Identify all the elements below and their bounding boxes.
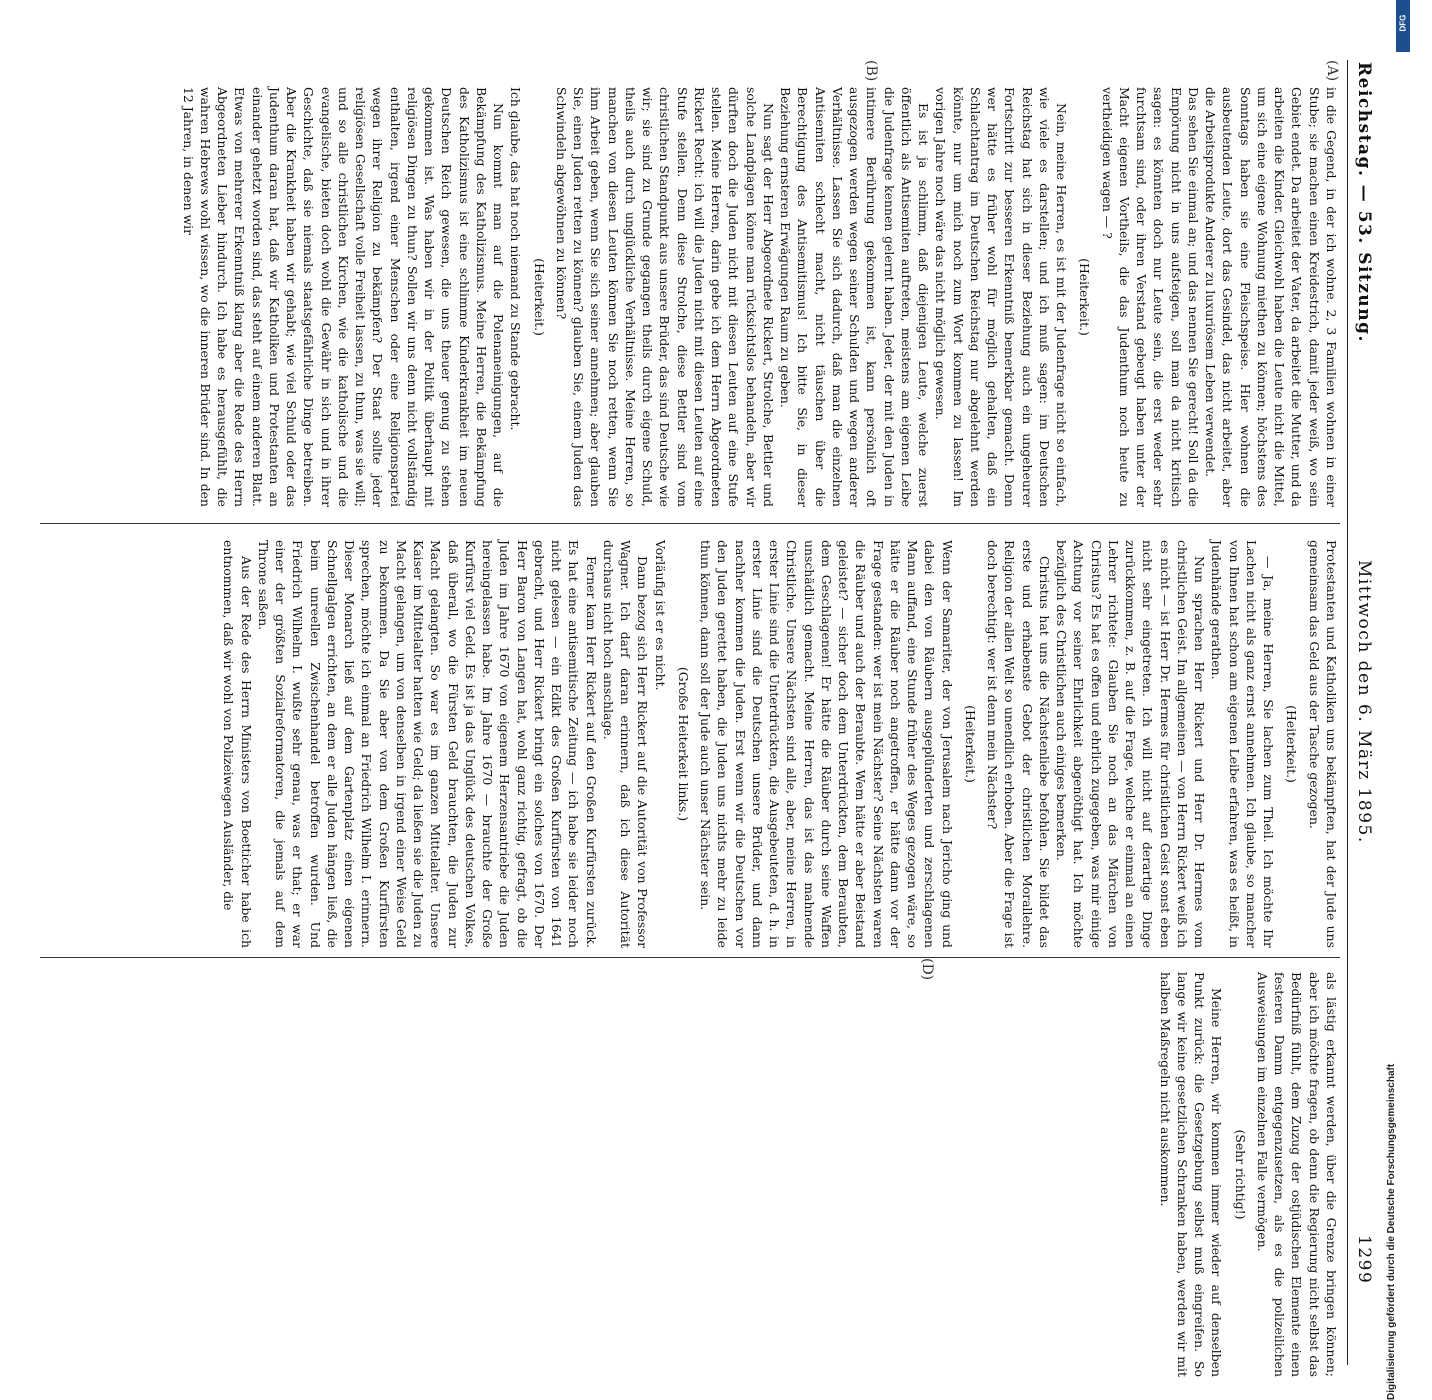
paragraph: in die Gegend, in der ich wohne. 2, 3 Familien wohnen in einer Stube; sie machen einen Kreidestrich, damit jeder weiß, wo sein Gebiet endet. Da arbeitet der Vater, da arbeitet die Mutter, und da arbeiten die Kinder. Gleichwohl haben die Leute nicht die Mittel, um sich eine eigene Wohnung miethen zu können; höchstens des Sonntags haben sie eine Fleischspeise. Hier wohnen die ausbeutenden Leute, dort das Gesindel, das nicht arbeitet, aber die Arbeitsprodukte Anderer zu luxuriösem Leben verwendet. [1203,87,1339,507]
paragraph: Protestanten und Katholiken uns bekämpften, hat der Jude uns gemeinsam das Geld aus der Tasche gezogen. [1306,540,1339,948]
paragraph: Nein, meine Herren, es ist mit der Judenfrage nicht so einfach, wie viele es darstellen; und ich muß sagen: im Deutschen Reichstag hat sich in dieser Beziehung auch ein ungeheurer Fortschritt zur besseren Erkenntniß bemerkbar gemacht. Denn wer hätte es früher wohl für möglich gehalten, daß ein Schlachtantrag im Deutschen Reichstag nur abgelehnt werden könnte, nur um mich noch zum Wort kommen zu lassen! Im vorigen Jahre noch wäre das nicht möglich gewesen. [933,87,1070,507]
paragraph: Vorläufig ist er es nicht. [652,540,668,691]
running-header-left: Reichstag. — 53. Sitzung. [1354,62,1374,343]
header-rule [1347,60,1348,1365]
paragraph: Nun sagt der Herr Abgeordnete Rickert, Strolche, Bettler und solche Landplagen könne man rücksichtslos behandeln, aber wir dürften doch die Juden nicht mit diesen Leuten auf eine Stufe stellen. Meine Herren, darin gebe ich dem Herrn Abgeordneten Rickert Recht: ich will die Juden nicht mit diesen Leuten auf eine Stufe stellen. Denn diese Strolche, diese Bettler sind vom christlichen Standpunkt aus unsere Brüder, das sind Deutsche wie wir; sie sind zu Grunde gegangen theils durch eigene Schuld, theils auch durch unglückliche Verhältnisse. Meine Herren, so manchen von diesen Leuten können Sie noch retten, wenn Sie ihm Arbeit geben, wenn Sie sich seiner annehmen; aber glauben Sie, einen Juden retten zu können? glauben Sie, einem Juden das Schwindeln abgewöhnen zu können? [554,87,776,507]
page-number: 1299 [1354,1235,1374,1285]
paragraph: Dann bezog sich Herr Rickert auf die Autorität von Professor Wagner. Ich darf daran erinnern, daß ich diese Autorität durchaus nicht hoch anschlage. [601,540,651,948]
reaction-note: (Große Heiterkeit links.) [676,666,691,822]
reaction-note: (Heiterkeit.) [1284,705,1300,783]
margin-marker-b: (B) [863,60,879,82]
text-column-3 [455,972,1340,1377]
digitization-credit [1386,40,1410,1400]
paragraph: Ich glaube, das hat noch niemand zu Stande gebracht. [508,87,524,431]
paragraph: Ferner kam Herr Rickert auf den Großen Kurfürsten zurück. Es hat eine antisemitische Zeitung — ich habe sie leider noch nicht gelesen — ein Edikt des Großen Kurfürsten von 1641 gebracht, und Herr Rickert bringt ein solches von 1670. Der Herr Baron von Langen hat, wohl ganz richtig, gefragt, ob die Juden im Jahre 1670 von eigenem Herzensantriebe die Juden hereingelassen habe. Im Jahre 1670 — brauchte der Große Kurfürst viel Geld. Es ist ja das Unglück des deutschen Volkes, daß überall, wo die Fürsten Geld brauchten, die Juden zur Macht gelangten. So war es im ganzen Mittelalter. Unsere Kaiser im Mittelalter hatten wie Geld; da ließen sie die Juden zu Macht gelangen, um von denselben in irgend einer Weise Geld zu bekommen. Da Sie aber von dem Großen Kurfürsten sprechen, möchte ich einmal an Friedrich Wilhelm I. erinnern. Dieser Monarch ließ auf dem Gartenplatz einen eigenen Schnellgalgen errichten, an dem er alle Juden hängen ließ, die beim unreellen Zwischenhandel betroffen wurden. Und Friedrich Wilhelm I. wußte sehr genau, was er that; er war einer der größten Sozialreformatoren, die jemals auf dem Throne saßen. [256,540,599,948]
paragraph: Nun sprachen Herr Rickert und Herr Dr. Hermes vom christlichen Geist. Im allgemeinen — von Herrn Rickert weiß ich es nicht — ist Herr Dr. Hermes für christlichen Geist sonst eben nicht sehr eingetreten. Ich will nicht auf derartige Dinge zurückkommen, z. B. auf die Frage, welche er einmal an einen Lehrer richtete: Glauben Sie noch an das Märchen von Christus? Es hat es offen und ehrlich zugegeben, was mir einige Achtung vor seiner Ehrlichkeit abgenöthigt hat. Ich möchte bezüglich des Christlichen auch einiges bemerken. [1054,540,1208,948]
paragraph: Das sehen Sie einmal an; und das nennen Sie gerecht! Soll da die Empörung nicht in uns aufsteigen, soll man da nicht kritisch sagen: es könnten doch nur Leute sein, die erst weder sehr furchtsam sind, oder ihren Verstand gebeugt haben unter der Macht eigenen Vortheils, die das Judenthum noch heute zu vertheidigen wagen — ? [1099,87,1201,507]
digitization-credit-text: Digitalisierung gefördert durch die Deutsche Forschungsgemeinschaft [1386,1063,1397,1400]
paragraph: Christus hat uns die Nächstenliebe befohlen. Sie bildet das erste und erhabenste Gebot der christlichen Morallehre. Religion der allen Welt so unendlich erhoben. Aber die Frage ist doch berechtigt: wer ist denn mein Nächster? [985,540,1052,948]
paragraph: Aus der Rede des Herrn Ministers von Boetticher habe ich entnommen, daß wir wohl von Polizeiwegen Ausländer, die [221,540,254,948]
paragraph: Es ist ja schlimm, daß diejenigen Leute, welche zuerst öffentlich als Antisemiten auftreten, meistens am eigenen Leibe die Judenfrage kennen gelernt haben. Jeder, der mit den Juden in intimere Berührung gekommen ist, kann persönlich oft ausgezogen werden wegen seiner Schulden und wegen anderer Verhältnisse. Lassen Sie sich dadurch, daß man die einzelnen Antisemiten schlecht macht, nicht täuschen über die Berechtigung des Antisemitismus! Ich bitte Sie, in dieser Beziehung ernsteren Erwägungen Raum zu geben. [778,87,932,507]
column-separator [40,523,1340,524]
dfg-logo: DFG [1396,0,1410,52]
reaction-note: (Heiterkeit.) [1077,258,1093,336]
text-column-2 [221,540,1340,948]
paragraph: — Ja, meine Herren, Sie lachen zum Theil. Ich möchte Ihr Lachen nicht als ganz ernst annehmen. Ich glaube, so mancher von Ihnen hat schon am eigenen Leibe erfahren, was es heißt, in Judenhände gerathen. [1209,540,1277,948]
paragraph: als lästig erkannt werden, über die Grenze bringen können; aber ich möchte fragen, ob denn die Regierung nicht selbst das Bedürfniß fühlt, dem Zuzug der ostjüdischen Elemente einen festeren Damm entgegenzusetzen, als es die polizeilichen Ausweisungen im einzelnen Falle vermögen. [1255,972,1339,1377]
paragraph: Wenn der Samariter, der von Jerusalem nach Jericho ging und dabei den von Räubern ausgeplünderten und zerschlagenen Mann auffand, eine Stunde früher des Weges gezogen wäre, so hätte er die Räuber noch angetroffen, er hätte dann vor der Frage gestanden: wer ist mein Nächster? Seine Nächsten waren die Räuber und auch der Beraubte. Wem hätte er aber Beistand geleistet? — sicher doch dem Unterdrückten, dem Beraubten, dem Geschlagenen! Er hätte die Räuber durch seine Waffen unschädlich gemacht. Meine Herren, das ist das mahnende Christliche. Unsere Nächsten sind alle, aber, meine Herren, in erster Linie sind die Unterdrückten, die Ausgebeuteten, d. h. in erster Linie sind die Deutschen unsere Brüder, und dann nachher kommen die Juden. Erst wenn wir die Deutschen vor den Juden gerettet haben, die Juden uns nichts mehr zu leide thun können, dann soll der Jude auch unser Nächster sein. [698,540,955,948]
margin-marker-a: (A) [1324,60,1340,82]
paragraph: Nun kommt man auf die Polenaneinigungen, auf die Bekämpfung des Katholizismus. Meine Herren, die Bekämpfung des Katholizismus ist eine schlimme Kinderkrankheit im neuen Deutschen Reich gewesen, die uns theuer genug zu stehen gekommen ist. Was haben wir in der Politik überhaupt mit religiösen Dingen zu thun? Sollen wir uns denn nicht vollständig enthalten, irgend einer Menschen oder eine Religionspartei wegen ihrer Religion zu bekämpfen? Der Staat sollte jeder religiösen Gesellschaft volle Freiheit lassen, zu thun, was sie will; und so alle christlichen Kirchen, wie die katholische und die evangelische, bieten doch wohl die Gewähr in sich und in ihrer Geschichte, daß sie niemals staatsgefährliche Dinge betreiben. Aber die Krankheit haben wir gehabt; wie viel Schuld oder das Judenthum daran hat, daß wir Katholiken und Protestanten an einander gehetzt worden sind, das steht auf einem anderen Blatt. Etwas von mehrerer Erkenntniß klang aber die Rede des Herrn Abgeordneten Lieber hindurch. Ich habe es herausgefühlt, die wahren Hebrews wohl wissen, wo die inneren Brüder sind. In den 12 Jahren, in denen wir [180,87,507,507]
reaction-note: (Heiterkeit.) [963,705,978,783]
reaction-note: (Sehr richtig!) [1232,1129,1248,1220]
reaction-note: (Heiterkeit.) [531,258,547,336]
text-column-1 [180,87,1340,507]
column-separator [40,957,1340,958]
paragraph: Meine Herren, wir kommen immer wieder auf denselben Punkt zurück: die Gesetzgebung selbst muß eingreifen. So lange wir keine gesetzlichen Schranken haben, werden wir mit halben Maßregeln nicht auskommen. [1157,972,1225,1377]
margin-marker-d: (D) [919,958,935,981]
running-header-date: Mittwoch den 6. März 1895. [1354,560,1374,844]
